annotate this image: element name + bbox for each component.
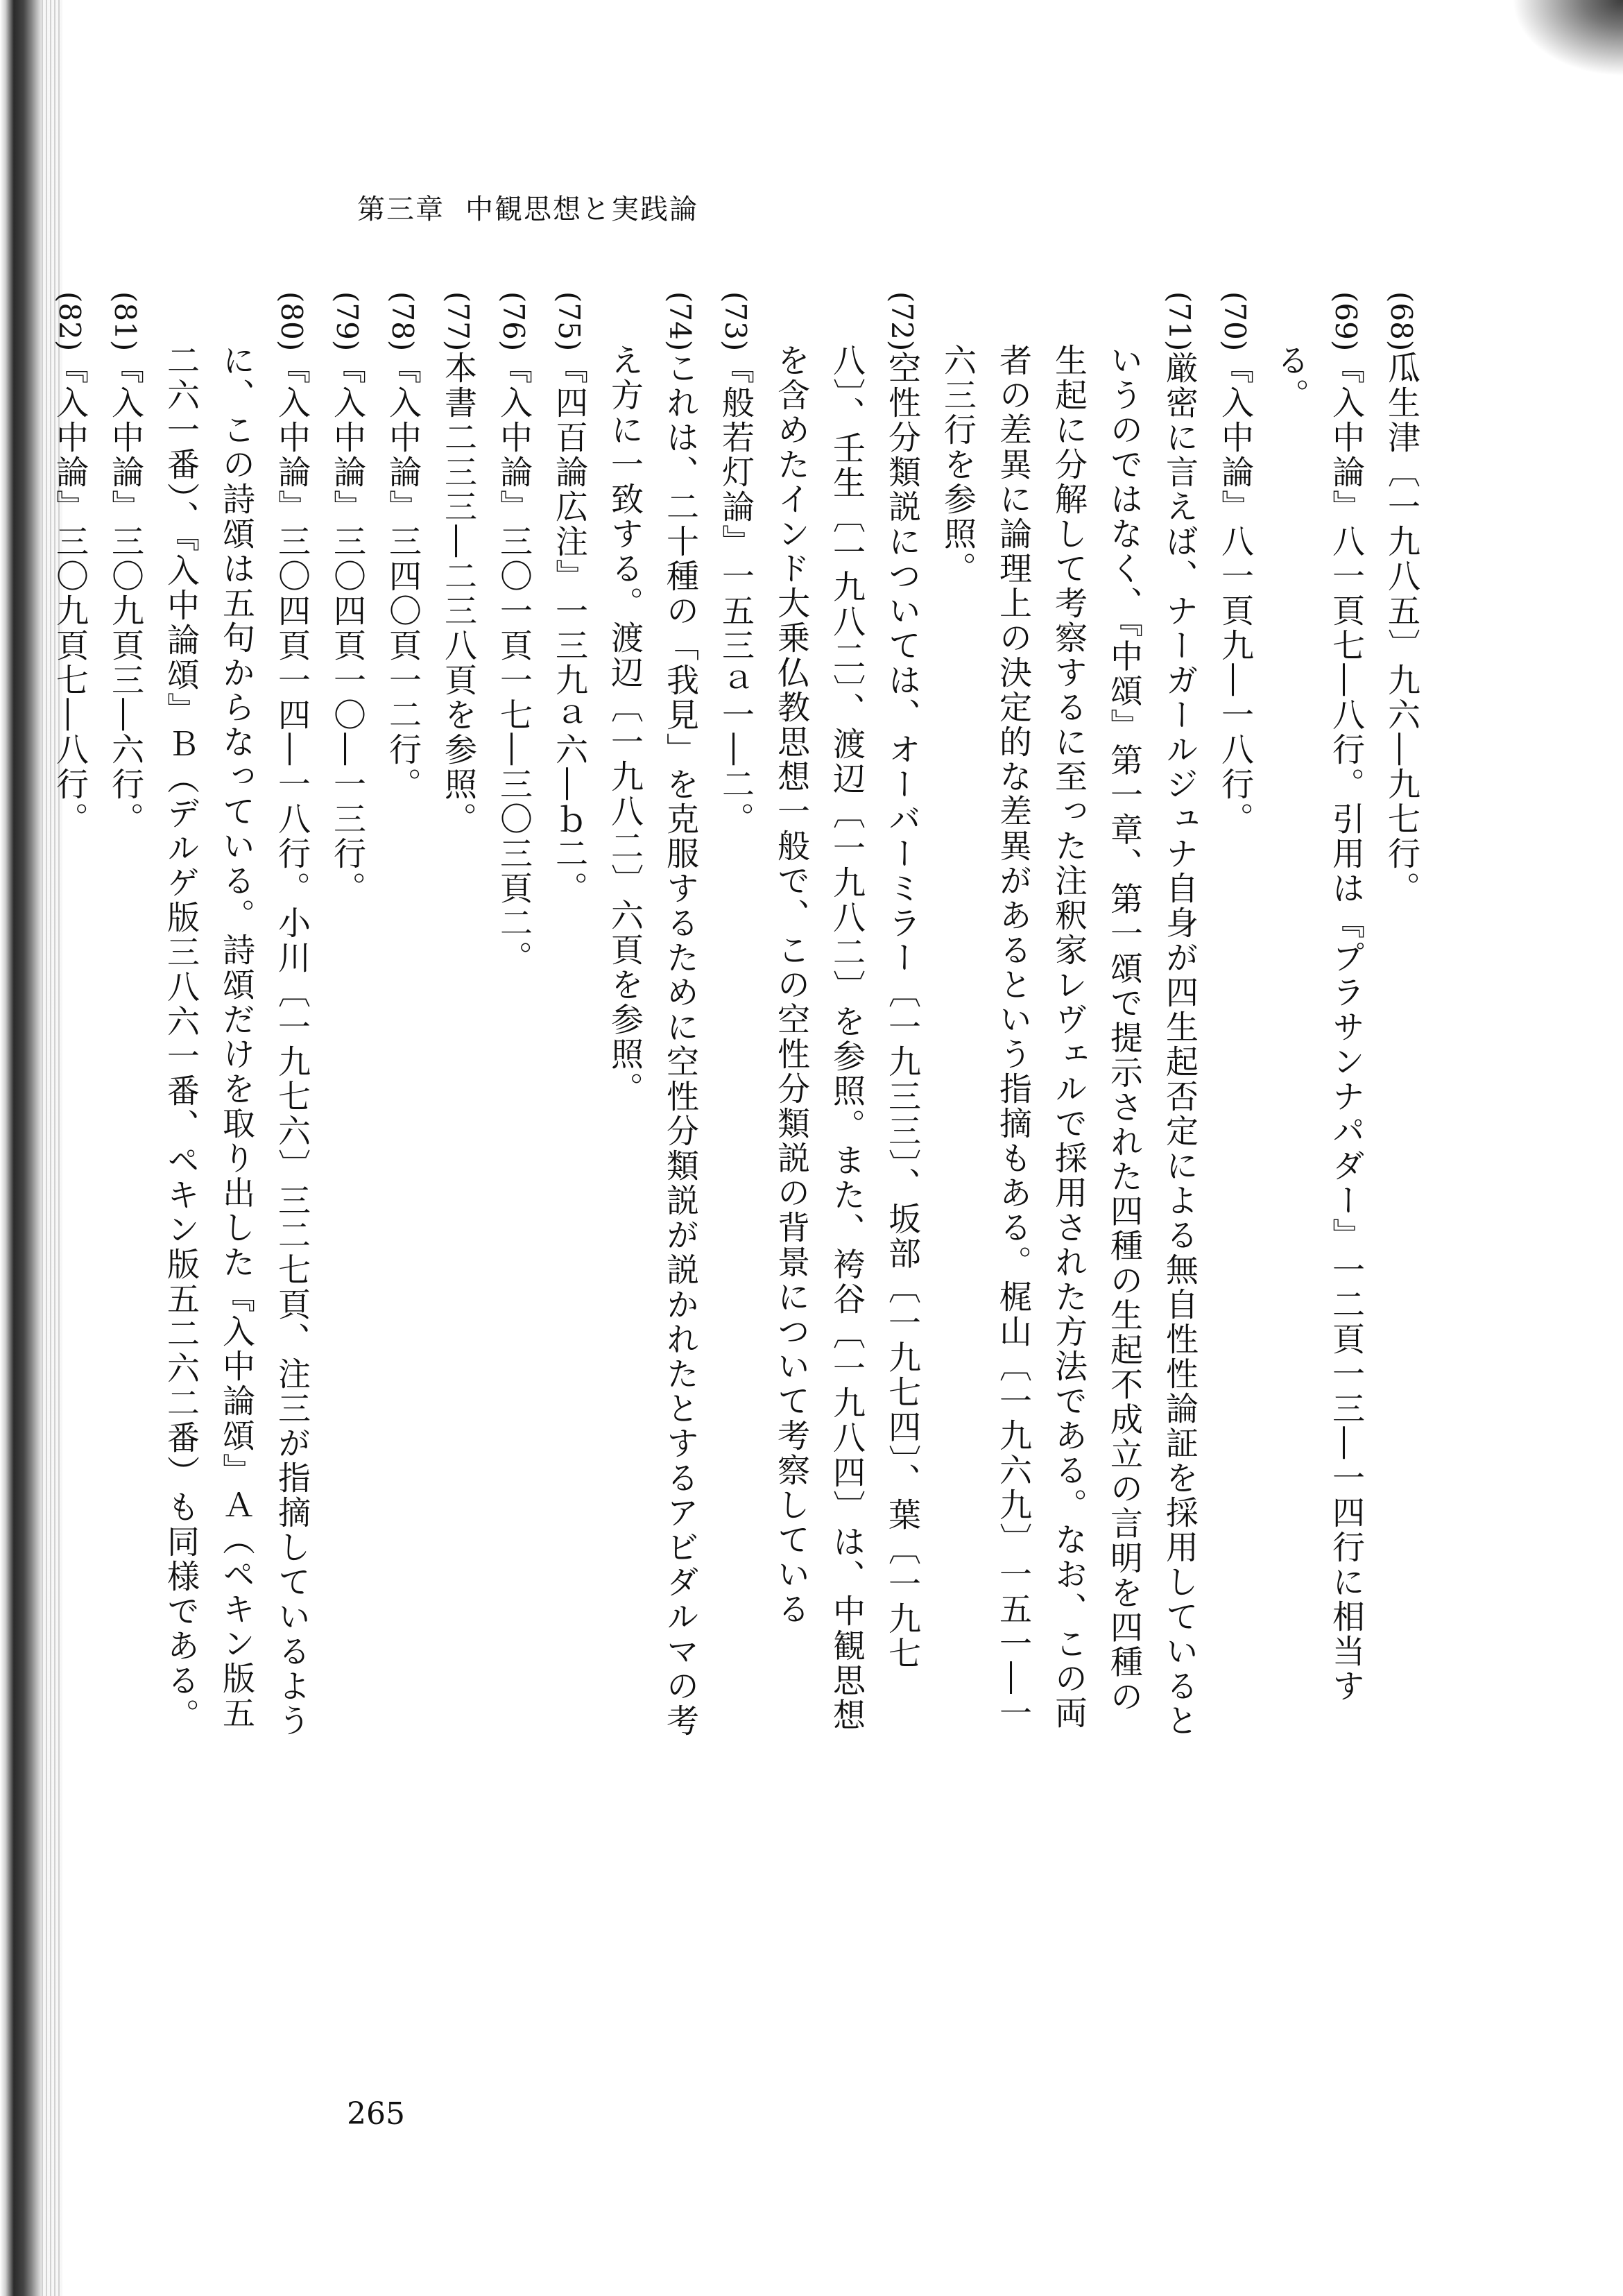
- note-68: [1373, 291, 1429, 1748]
- note-81: [97, 291, 153, 1748]
- note-71: [929, 291, 1207, 1748]
- note-number: (80): [275, 291, 309, 352]
- note-76: [486, 291, 541, 1748]
- note-number: (73): [719, 291, 753, 352]
- note-number: (79): [330, 291, 364, 352]
- note-text: 空性分類説については、オーバーミラー〔一九三三〕、坂部〔一九七四〕、葉〔一九七八〕、壬生〔一九八二〕、渡辺〔一九八二〕を参照。また、袴谷〔一九八四〕は、中観思想を含めたインド大乗仏教思想一般で、この空性分類説の背景について考察している: [772, 343, 921, 1733]
- note-number: (81): [108, 291, 142, 352]
- note-text: 『入中論』三〇四頁一四―一八行。小川〔一九七六〕三二七頁、注三が指摘しているように、この詩頌は五句からなっている。詩頌だけを取り出した『入中論頌』Ａ（ペキン版五二六一番）、『入中論頌』Ｂ（デルゲ版三八六一番、ペキン版五二六二番）も同様である。: [162, 343, 311, 1739]
- note-number: (70): [1218, 291, 1252, 352]
- note-text: 本書二三三―二三八頁を参照。: [439, 351, 477, 837]
- chapter-label: 第三章: [357, 194, 445, 225]
- note-number: (78): [386, 291, 420, 352]
- note-number: (72): [885, 291, 919, 352]
- note-80: [153, 291, 319, 1748]
- chapter-title: 中観思想と実践論: [465, 194, 698, 225]
- note-number: (74): [663, 291, 697, 352]
- scan-corner-shadow: [1512, 0, 1623, 76]
- endnotes: [51, 291, 1429, 1748]
- note-text: 『四百論広注』一三九ａ六―ｂ二。: [550, 351, 588, 907]
- note-text: 『入中論』八一頁七―八行。引用は『プラサンナパダー』一二頁一三―一四行に相当する。: [1271, 343, 1365, 1704]
- page-number: 265: [347, 2096, 405, 2132]
- note-text: 『入中論』三〇九頁三―六行。: [106, 351, 144, 837]
- note-79: [319, 291, 375, 1748]
- note-text: 『入中論』三〇四頁一〇―一三行。: [328, 351, 366, 907]
- note-text: これは、二十種の「我見」を克服するために空性分類説が説かれたとするアビダルマの考え方に一致する。渡辺〔一九八二〕六頁を参照。: [606, 343, 699, 1739]
- note-78: [375, 291, 430, 1748]
- note-number: (82): [53, 291, 87, 352]
- running-head: [357, 187, 698, 227]
- note-82: [42, 291, 97, 1748]
- note-number: (71): [1162, 291, 1196, 352]
- note-number: (69): [1329, 291, 1363, 352]
- note-69: [1262, 291, 1373, 1748]
- note-72: [763, 291, 929, 1748]
- note-77: [430, 291, 486, 1748]
- note-text: 厳密に言えば、ナーガールジュナ自身が四生起否定による無自性性論証を採用しているというのではなく、『中頌』第一章、第一頌で提示された四種の生起不成立の言明を四種の生起に分解して考察するに至った注釈家レヴェルで採用された方法である。なお、この両者の差異に論理上の決定的な差異があるという指摘もある。梶山〔一九六九〕一五一―一六三行を参照。: [938, 343, 1199, 1739]
- note-74: [596, 291, 707, 1748]
- note-text: 瓜生津〔一九八五〕九六―九七行。: [1382, 351, 1420, 907]
- note-number: (75): [552, 291, 586, 352]
- note-text: 『入中論』八一頁九―一八行。: [1216, 351, 1254, 837]
- note-text: 『般若灯論』一五三ａ一―二。: [716, 351, 755, 837]
- note-75: [541, 291, 596, 1748]
- note-number: (68): [1384, 291, 1418, 352]
- note-text: 『入中論』三〇九頁七―八行。: [51, 351, 89, 837]
- note-70: [1207, 291, 1262, 1748]
- note-text: 『入中論』三四〇頁一二行。: [384, 351, 422, 803]
- binding-shadow: [0, 0, 42, 2296]
- note-number: (76): [497, 291, 531, 352]
- note-text: 『入中論』三〇一頁一七―三〇三頁二。: [495, 351, 533, 976]
- note-number: (77): [441, 291, 475, 352]
- note-73: [707, 291, 763, 1748]
